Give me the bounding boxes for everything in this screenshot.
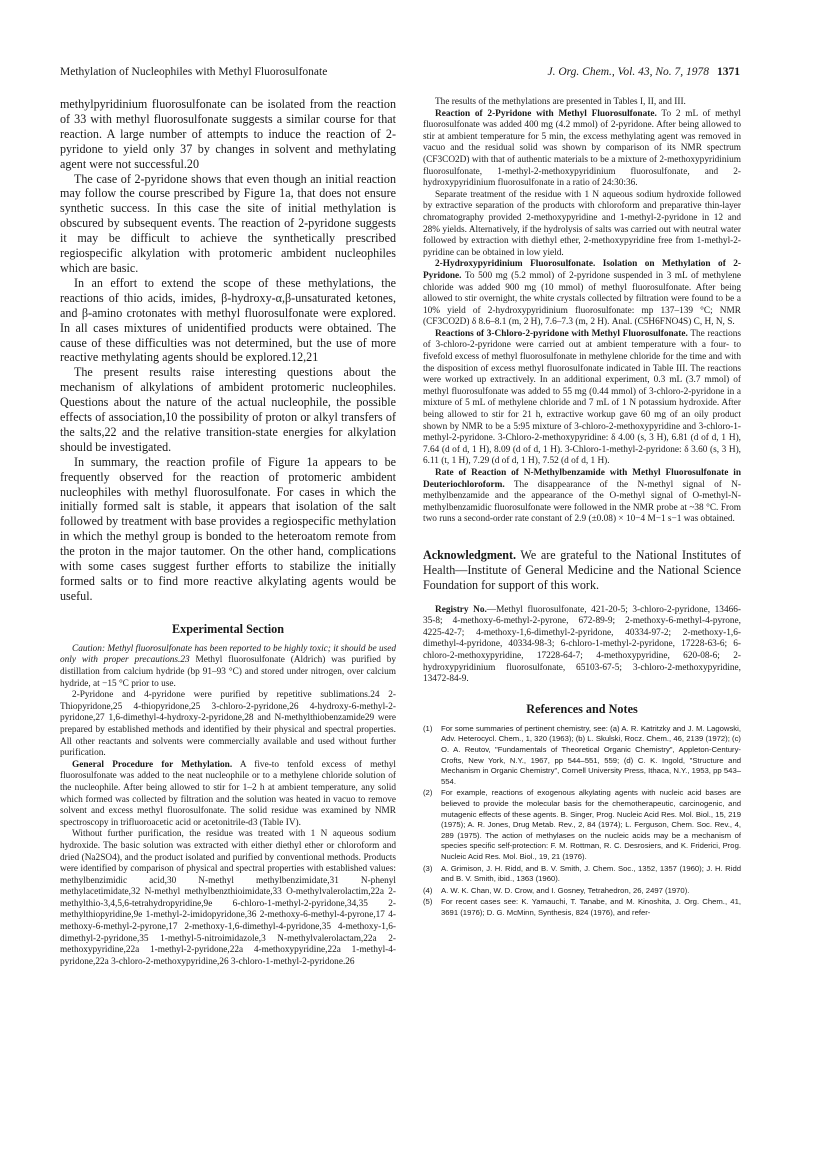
rate-text: The disappearance of the N-methyl signal of N-methylbenzamide and the appearance of the O-methyl signal of O-methyl-N-methylbenzamidic fluorosulfonate were followed in the NMR probe at ~38 °C. From two runs a second-order rate constant of 2.9 (±0.08) × 10−4 M−1 s−1 was obtained. — [423, 479, 741, 525]
results-note: The results of the methylations are presented in Tables I, II, and III. — [435, 97, 686, 107]
exp-paragraph-4: Without further purification, the residue was treated with 1 N aqueous sodium hydroxide. The basic solution was extracted with either diethyl ether or chloroform and dried (Na2SO4), and the product isolated and purified by conventional methods. Products were identified by comparison of physical and spectral properties with established values: methylbenzimidic acid,30 N-methyl methylbenzimidate,31 N-phenyl methylacetimidate,32 N-methyl methylbenzthioimidate,33 O-methylvalerolactim,22a 2-methylthio-3,4,5,6-tetrahydropyridine,9e 6-chloro-1-methyl-2-pyridone,34,35 2-methylthiopyridine,9e 1-methyl-2-imidopyridone,36 2-methoxy-6-methyl-4-pyrone,17 4-methoxy-6-methyl-2-pyrone,17 2-methoxy-1,6-dimethyl-4-pyridone,35 4-methoxy-1,6-dimethyl-2-pyridone,35 1-methyl-5-nitroimidazole,3 N-methylvalerolactam,22a 2-methoxypyridine,22a 1-methyl-2-pyridone,22a 4-methoxypyridine,22a 1-methyl-4-pyridone,22a 3-chloro-2-methoxypyridine,26 3-chloro-1-methyl-2-pyridone.26 — [60, 829, 396, 967]
discussion-text — [60, 97, 396, 604]
experimental-heading: Experimental Section — [171, 621, 285, 636]
reference-number: (5) — [423, 897, 433, 907]
acknowledgment — [423, 548, 741, 593]
caution-note: Caution: Methyl fluorosulfonate has been reported to be highly toxic; it should be used only with proper precautions.23 — [60, 643, 396, 666]
reference-item — [423, 788, 741, 862]
running-header — [60, 66, 740, 82]
pyridone-reaction — [423, 109, 741, 190]
registry-paragraph — [423, 605, 741, 686]
registry-text: —Methyl fluorosulfonate, 421-20-5; 3-chloro-2-pyridone, 13466-35-8; 4-methoxy-6-methyl-2-pyrone, 672-89-9; 2-methoxy-6-methyl-4-pyrone, 4225-42-7; 4-methoxy-1,6-dimethyl-2-pyridone, 40334-97-2; 2-methoxy-1,6-dimethyl-4-pyridone, 40334-98-3; 6-chloro-1-methyl-2-pyridone, 17228-63-6; 6-chloro-2-methoxypyridine, 17228-64-7; 4-methoxypyridine, 620-08-6; 2-hydroxypyridinium fluorosulfonate, 65103-67-5; 3-chloro-2-methoxypyridine, 13472-84-9. — [423, 604, 741, 685]
separate-treatment: Separate treatment of the residue with 1 N aqueous sodium hydroxide followed by extractive separation of the products with chloroform and preparative thin-layer chromatography provided 2-methoxypyridine and 1-methyl-2-pyridone in 12 and 28% yields. Alternatively, if the hydrolysis of salts was carried out with neutral water followed by extraction with diethyl ether, 2-methoxypyridine free from 1-methyl-2-pyridine can be obtained in low yield. — [423, 189, 741, 258]
reference-number: (2) — [423, 788, 433, 798]
reference-text: A. Grimison, J. H. Ridd, and B. V. Smith, J. Chem. Soc., 1352, 1357 (1960); J. H. Ridd and B. V. Smith, ibid., 1363 (1960). — [441, 863, 741, 884]
reference-text: For some summaries of pertinent chemistry, see: (a) A. R. Katritzky and J. M. Lagowski, Adv. Heterocycl. Chem., 1, 320 (1963); (b) L. Skulski, Rocz. Chem., 46, 2139 (1972); (c) O. A. Reutov, "Fundamentals of Theoretical Organic Chemistry", Appleton-Century-Crofts, New York, N.Y., 1967, pp 544–551, 559; (d) C. K. Ingold, "Structure and Mechanism in Organic Chemistry", Cornell University Press, Ithaca, N.Y., 1953, pp 543–554. — [441, 723, 741, 786]
hydroxypyridinium — [423, 259, 741, 329]
reference-text: A. W. K. Chan, W. D. Crow, and I. Gosney, Tetrahedron, 26, 2497 (1970). — [441, 885, 690, 895]
paragraph-3: In an effort to extend the scope of these methylations, the reactions of thio acids, imides, β-hydroxy-α,β-unsaturated ketones, and β-amino crotonates with methyl fluorosulfonate were explored. In all cases mixtures of unidentified products were obtained. The cause of these difficulties was not determined, but the use of more reactive methylating agents should be explored.12,21 — [60, 275, 396, 365]
reference-item — [423, 897, 741, 918]
paragraph-2: The case of 2-pyridone shows that even though an initial reaction may follow the course prescribed by Figure 1a, that does not ensure synthetic success. In this case the site of initial methylation is obscured by subsequent events. The reaction of 2-pyridone suggests it may be difficult to achieve the synthetically prescribed regiospecific alkylation with protomeric ambident nucleophiles which are basic. — [60, 171, 396, 275]
general-procedure-text: A five-to tenfold excess of methyl fluorosulfonate was added to the neat nucleophile or to a methylene chloride solution of the nucleophile. After being allowed to stir for 1–2 h at ambient temperature, any solid which formed was collected by filtration and the solution was heated in vacuo to remove solvent and excess methyl fluorosulfonate. The solid residue was examined by NMR spectroscopy in trifluoroacetic acid or acetonitrile-d3 (Table IV). — [60, 759, 396, 828]
journal-citation — [547, 66, 740, 78]
left-column — [60, 97, 396, 968]
references-heading: References and Notes — [526, 701, 638, 716]
chloropyridone-text: The reactions of 3-chloro-2-pyridone were carried out at ambient temperature with a four- to fivefold excess of methyl fluorosulfonate in methylene chloride for the time and with the disposition of excess methyl fluorosulfonate indicated in Table III. The reactions were worked up extractively. In an additional experiment, 0.3 mL (3.7 mmol) of methyl fluorosulfonate was added to 55 mg (0.44 mmol) of 3-chloro-2-pyridone in a mixture of 5 mL of methylene chloride and 7 mL of 1 N potassium hydroxide. After being allowed to stir for 21 h, extractive workup gave 60 mg of an oily product shown by NMR to be a 5:95 mixture of 3-chloro-2-methoxypyridine and 3-chloro-1-methyl-2-pyridone. 3-Chloro-2-methoxypyridine: δ 4.00 (s, 3 H), 6.81 (d of d, 1 H), 7.64 (d of d, 1 H), 8.09 (d of d, 1 H). 3-Chloro-1-methyl-2-pyridone: δ 3.60 (s, 3 H), 6.11 (t, 1 H), 7.29 (d of d, 1 H), 7.52 (d of d, 1 H). — [423, 328, 741, 467]
reference-item — [423, 886, 741, 897]
hydroxypyridinium-text: To 500 mg (5.2 mmol) of 2-pyridone suspended in 3 mL of methylene chloride was added 900 mg (10 mmol) of methyl fluorosulfonate. After being allowed to stir overnight, the white crystals collected by filtration were found to be a 10% yield of 2-hydroxypyridinium fluorosulfonate: mp 137–139 °C; NMR (CF3CO2D) δ 8.6–8.1 (m, 2 H), 7.6–7.3 (m, 2 H). Anal. (C5H6FNO4S) C, H, N, S. — [423, 270, 741, 328]
paragraph-1: methylpyridinium fluorosulfonate can be isolated from the reaction of 33 with methyl fluorosulfonate suggests a similar course for that reaction. A large number of attempts to induce the reaction of 2-pyridone to yield only 37 by changes in solvent and methylating agent were not successful.20 — [60, 97, 396, 171]
acknowledgment-text: We are grateful to the National Institutes of Health—Institute of General Medicine and the National Science Foundation for support of this work. — [423, 547, 741, 592]
exp-paragraph-2: 2-Pyridone and 4-pyridone were purified by repetitive sublimations.24 2-Thiopyridone,25 4-thiopyridone,25 3-chloro-2-pyridone,26 4-hydroxy-6-methyl-2-pyridone,27 1,6-dimethyl-4-hydroxy-2-pyridone,28 and N-methylthiobenzamide29 were prepared by established methods and identified by their physical and spectral properties. All other reactants and solvents were commercially available and used without further purification. — [60, 690, 396, 759]
chloropyridone-reactions — [423, 329, 741, 468]
reference-item — [423, 864, 741, 885]
experimental-text — [60, 644, 396, 969]
general-procedure — [60, 760, 396, 830]
general-procedure-title: General Procedure for Methylation. — [72, 759, 233, 770]
chloropyridone-title: Reactions of 3-Chloro-2-pyridone with Methyl Fluorosulfonate. — [435, 328, 688, 339]
paragraph-4: The present results raise interesting questions about the mechanism of alkylations of ambident protomeric nucleophiles. Questions about the nature of the actual nucleophile, the possible effects of association,10 the possibility of proton or alkyl transfers of the salts,22 and the relative transition-state energies for alkylation should be investigated. — [60, 365, 396, 454]
paragraph-5: In summary, the reaction profile of Figure 1a appears to be frequently observed for the reaction of protomeric ambident nucleophiles with methyl fluorosulfonate. For cases in which the initially formed salt is stable, it appears that isolation of the salt followed by treatment with base provides a regiospecific methylation in which the methyl group is bonded to the heteroatom remote from the proton in the major tautomer. On the other hand, complications with some cases suggest further efforts to stabilize the initially formed salts or to find more reactive alkylating agents would be useful. — [60, 454, 396, 603]
rate-title: Rate of Reaction of N-Methylbenzamide with Methyl Fluorosulfonate in Deuteriochloroform. — [423, 468, 741, 490]
reference-number: (4) — [423, 885, 433, 895]
caution-rest: Methyl fluorosulfonate (Aldrich) was purified by distillation from calcium hydride (bp 91–93 °C) and stored under nitrogen, over calcium hydride, at −15 °C prior to use. — [60, 655, 396, 689]
right-column — [423, 97, 741, 920]
reference-item — [423, 724, 741, 788]
running-title: Methylation of Nucleophiles with Methyl Fluorosulfonate — [60, 66, 328, 78]
rate-of-reaction — [423, 468, 741, 526]
reference-number: (1) — [423, 723, 433, 733]
page-number: 1371 — [717, 66, 740, 78]
pyridone-reaction-title: Reaction of 2-Pyridone with Methyl Fluorosulfonate. — [435, 108, 657, 119]
reference-number: (3) — [423, 863, 433, 873]
journal-info: J. Org. Chem., Vol. 43, No. 7, 1978 — [547, 66, 709, 78]
registry-title: Registry No. — [435, 604, 487, 615]
references-list — [423, 724, 741, 919]
hydroxypyridinium-title: 2-Hydroxypyridinium Fluorosulfonate. Isolation on Methylation of 2-Pyridone. — [423, 259, 741, 281]
pyridone-reaction-text: To 2 mL of methyl fluorosulfonate was added 400 mg (4.2 mmol) of 2-pyridone. After being allowed to stir at ambient temperature for 5 min, the excess methylating agent was removed in vacuo and the residual solid was shown by comparison of its NMR spectrum (CF3CO2D) with that of authentic materials to be a mixture of 2-methoxypyridinium fluorosulfonate, 1-methyl-2-methoxypyridinium fluorosulfonate, and 2-hydroxypyridinium fluorosulfonate in a ratio of 24:30:36. — [423, 108, 741, 189]
acknowledgment-title: Acknowledgment. — [423, 547, 517, 562]
reference-text: For example, reactions of exogenous alkylating agents with nucleic acid bases are believed to provide the molecular basis for the chemotherapeutic, carcinogenic, and mutagenic effects of these agents. B. Singer, Prog. Nucleic Acid Res. Mol. Biol., 15, 219 (1975); A. R. Jones, Drug Metab. Rev., 2, 84 (1974); L. Ferguson, Chem. Soc. Rev., 4, 289 (1975). The action of methylases on the nucleic acids may be a mechanism of species specific self-protection: F. M. Rottman, R. C. Desrosiers, and K. Friderici, Prog. Nucleic Acid Res. Mol. Biol., 19, 21 (1976). — [441, 788, 741, 861]
caution-paragraph — [60, 644, 396, 690]
experimental-continued — [423, 97, 741, 526]
reference-text: For recent cases see: K. Yamauchi, T. Tanabe, and M. Kinoshita, J. Org. Chem., 41, 3691 (1976); D. G. McMinn, Synthesis, 824 (1976), and refer- — [441, 897, 741, 917]
registry-numbers — [423, 605, 741, 686]
